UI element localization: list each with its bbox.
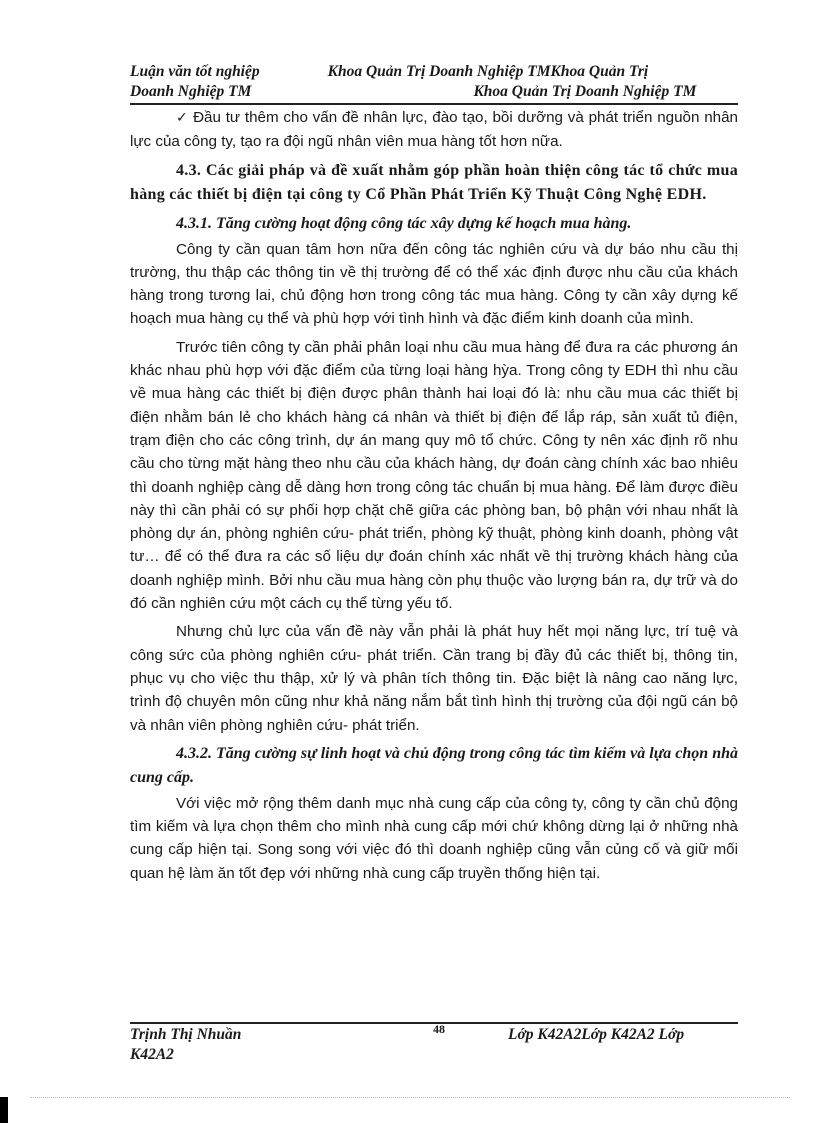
paragraph-4: Với việc mở rộng thêm danh mục nhà cung cấp của công ty, công ty cần chủ động tìm kiếm và lựa chọn thêm cho mình nhà cung cấp mới chứ không dừng lại ở những nhà cung cấp hiện tại. Song song với việc đó thì doanh nghiệp cũng vẫn củng cố và giữ mối quan hệ làm ăn tốt đẹp với những nhà cung cấp truyền thống hiện tại. (130, 794, 738, 882)
paragraph-3: Nhưng chủ lực của vấn đề này vẫn phải là phát huy hết mọi năng lực, trí tuệ và công sức của phòng nghiên cứu- phát triển. Cần trang bị đầy đủ các thiết bị, thông tin, phục vụ cho việc thu thập, xử lý và phân tích thông tin. Đặc biệt là nâng cao năng lực, trình độ chuyên môn cũng như khả năng nắm bắt tình hình thị trường của đội ngũ cán bộ và nhân viên phòng nghiên cứu- phát triển. (130, 623, 738, 734)
bullet-paragraph (130, 106, 738, 154)
header-faculty-label: Khoa Quản Trị Doanh Nghiệp TMKhoa Quản Trị (327, 63, 649, 80)
header-line-1 (130, 62, 648, 82)
page-edge-marker (0, 1097, 8, 1123)
section-heading: 4.3. Các giải pháp và đề xuất nhằm góp phần hoàn thiện công tác tổ chức mua hàng các thiết bị điện tại công ty Cổ Phần Phát Triển Kỹ Thuật Công Nghệ EDH. (130, 161, 738, 203)
paragraph-2: Trước tiên công ty cần phải phân loại nhu cầu mua hàng để đưa ra các phương án khác nhau phù hợp với đặc điểm của từng loại hàng hỳa. Trong công ty EDH thì nhu cầu về mua hàng các thiết bị điện được phân thành hai loại đó là: nhu cầu mua các thiết bị điện nhằm bán lẻ cho khách hàng cá nhân và thiết bị điện để lắp ráp, sản xuất tủ điện, trạm điện cho các công trình, dự án mang quy mô tổ chức. Công ty nên xác định rõ nhu cầu cho từng mặt hàng theo nhu cầu của khách hàng, dự đoán càng chính xác bao nhiêu thì doanh nghiệp càng dễ dàng hơn trong công tác chuẩn bị mua hàng. Để làm được điều này thì cần phải có sự phối hợp chặt chẽ giữa các phòng ban, bộ phận với nhau nhất là phòng dự án, phòng nghiên cứu- phát triển, phòng kỹ thuật, phòng kinh doanh, phòng vật tư… để có thể đưa ra các số liệu dự đoán chính xác nhất về thị trường khách hàng của doanh nghiệp mình. Bởi nhu cầu mua hàng còn phụ thuộc vào lượng bán ra, dự trữ và do đó cần nghiên cứu một cách cụ thể từng yếu tố. (130, 338, 738, 613)
checkmark-icon: ✓ (176, 110, 189, 126)
subsection-heading-1: 4.3.1. Tăng cường hoạt động công tác xây dựng kế hoạch mua hàng. (176, 214, 632, 232)
paragraph-1: Công ty cần quan tâm hơn nữa đến công tác nghiên cứu và dự báo nhu cầu thị trường, thu thập các thông tin về thị trường để có thể xác định được nhu cầu của khách hàng trong tương lai, chủ động hơn trong công tác mua hàng. Công ty cần xây dựng kế hoạch mua hàng cụ thể và phù hợp với tình hình và đặc điểm kinh doanh của mình. (130, 240, 738, 328)
header-rule (130, 103, 738, 105)
footer-author: Trịnh Thị Nhuần (130, 1026, 242, 1043)
header-faculty-cont: Doanh Nghiệp TM (130, 83, 252, 100)
page-body (130, 106, 738, 885)
footer-class-cont: K42A2 (130, 1046, 174, 1063)
header-thesis-label: Luận văn tốt nghiệp (130, 63, 260, 80)
page-number: 48 (433, 1022, 445, 1036)
page-bottom-divider (30, 1097, 790, 1098)
header-faculty-repeat: Khoa Quản Trị Doanh Nghiệp TM (473, 83, 697, 100)
header-line-2 (130, 82, 696, 102)
footer-class: Lớp K42A2Lớp K42A2 Lớp (508, 1026, 685, 1043)
bullet-text: Đầu tư thêm cho vấn đề nhân lực, đào tạo, bồi dưỡng và phát triển nguồn nhân lực của công ty, tạo ra đội ngũ nhân viên mua hàng tốt hơn nữa. (130, 109, 738, 151)
subsection-heading-2: 4.3.2. Tăng cường sự linh hoạt và chủ động trong công tác tìm kiếm và lựa chọn nhà cung cấp. (130, 744, 738, 786)
